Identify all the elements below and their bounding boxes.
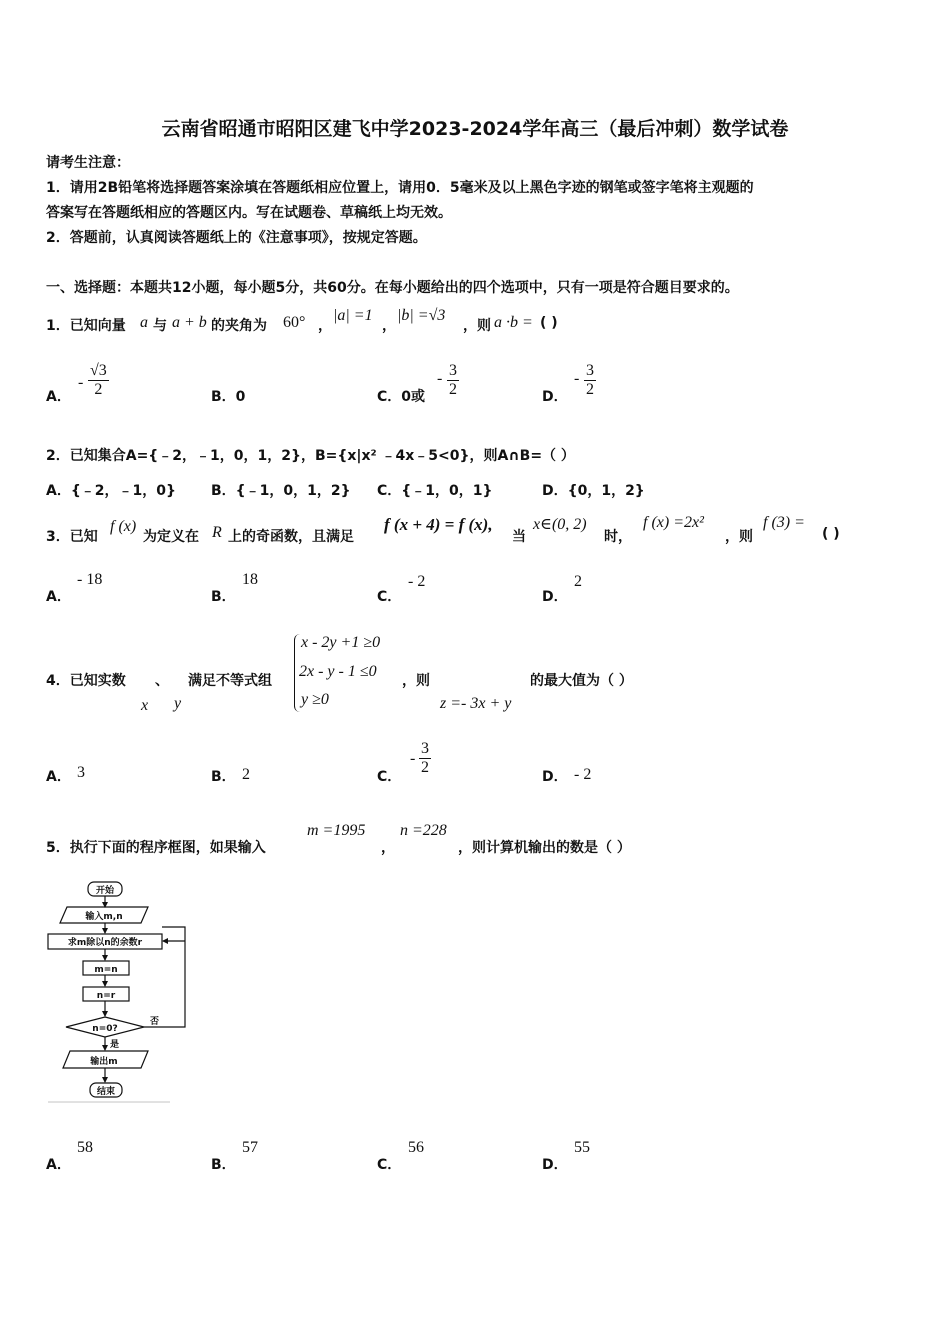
flow-start-label: 开始 (95, 886, 115, 896)
q5-option-b-value: 57 (242, 1139, 258, 1156)
q1-option-c-sign: - (437, 370, 443, 387)
q5-flowchart (40, 878, 200, 1108)
q2-stem: 2．已知集合A={﹣2，﹣1，0，1，2}，B={x|x² ﹣4x﹣5<0}，则A∩B=（ ） (46, 448, 575, 464)
page-title: 云南省昭通市昭阳区建飞中学2023-2024学年高三（最后冲刺）数学试卷 (161, 118, 789, 140)
q1-option-a-fraction (88, 362, 109, 399)
q3-option-d-value: 2 (574, 573, 582, 590)
q4-option-a-value: 3 (77, 764, 85, 781)
numerator: 3 (449, 362, 457, 379)
q4-option-a-label: A． (46, 769, 71, 785)
q3-option-d-label: D． (542, 589, 568, 605)
q1-text: 与 (153, 318, 167, 334)
section-heading: 一、选择题：本题共12小题，每小题5分，共60分。在每小题给出的四个选项中，只有一项是符合题目要求的。 (46, 280, 739, 296)
flow-remainder-label: 求m除以n的余数r (67, 938, 143, 948)
q5-option-d-label: D． (542, 1157, 568, 1173)
flow-yes-label: 是 (110, 1040, 120, 1050)
q4-text: 满足不等式组 (188, 673, 272, 689)
denominator: 2 (586, 381, 594, 398)
q3-option-b-value: 18 (242, 571, 258, 588)
q3-option-b-label: B． (211, 589, 236, 605)
q1-text: 的夹角为 (211, 318, 267, 334)
flow-assign-m-label: m=n (94, 965, 118, 975)
notice-line-2: 答案写在答题纸相应的答题区内。写在试题卷、草稿纸上均无效。 (46, 205, 452, 221)
flow-input-label: 输入m,n (85, 912, 123, 922)
q3-text: 当 (512, 529, 526, 545)
q4-option-c-sign: - (410, 750, 416, 767)
q1-option-c-fraction (447, 362, 459, 399)
q5-option-c-value: 56 (408, 1139, 424, 1156)
q4-var-y: y (174, 695, 182, 712)
q1-abs-a: |a| =1 (333, 307, 373, 324)
q1-option-b: B．0 (211, 389, 246, 405)
q1-text: ， (318, 318, 332, 334)
q1-vector-a: a (140, 314, 148, 331)
q1-vector-sum: a + b (172, 314, 207, 331)
q4-option-d-value: - 2 (574, 766, 592, 783)
notice-line-3: 2．答题前，认真阅读答题纸上的《注意事项》，按规定答题。 (46, 230, 427, 246)
q4-var-x: x (141, 697, 149, 714)
q4-text: 的最大值为（ ） (530, 673, 633, 689)
q1-option-d-fraction (584, 362, 596, 399)
flow-assign-n-label: n=r (96, 991, 116, 1001)
q3-domain: x∈(0, 2) (533, 516, 587, 533)
q5-option-c-label: C． (377, 1157, 402, 1173)
q1-option-d-label: D． (542, 389, 568, 405)
flow-output-label: 输出m (90, 1057, 118, 1067)
q4-inequality-1: x - 2y +1 ≥0 (301, 634, 381, 651)
q5-input-m: m =1995 (307, 822, 366, 839)
flow-condition-label: n=0? (92, 1024, 118, 1034)
q3-option-c-label: C． (377, 589, 402, 605)
q3-text: 时， (604, 529, 632, 545)
denominator: 2 (94, 381, 103, 398)
q4-option-b-label: B． (211, 769, 236, 785)
q3-text: 3．已知 (46, 529, 98, 545)
notice-heading: 请考生注意： (46, 155, 130, 171)
q5-option-a-value: 58 (77, 1139, 93, 1156)
q2-option-b: B．{﹣1，0，1，2} (211, 483, 351, 499)
q1-abs-b: |b| =√3 (397, 307, 446, 324)
q4-text: 、 (155, 673, 169, 689)
q2-option-a: A．{﹣2，﹣1，0} (46, 483, 176, 499)
q3-text: 为定义在 (143, 529, 199, 545)
q5-text: 5．执行下面的程序框图，如果输入 (46, 840, 266, 856)
q2-option-c: C．{﹣1，0，1} (377, 483, 493, 499)
q3-definition: f (x) =2x² (643, 514, 704, 531)
q1-dot-product: a ·b = (494, 314, 533, 331)
q5-option-a-label: A． (46, 1157, 71, 1173)
q3-f3: f (3) = (763, 514, 805, 531)
q1-text: ， (382, 318, 396, 334)
q1-angle: 60° (283, 314, 306, 331)
q5-option-d-value: 55 (574, 1139, 590, 1156)
q4-option-c-label: C． (377, 769, 402, 785)
q3-R: R (212, 524, 222, 541)
q1-blank: ( ) (540, 315, 558, 331)
flow-no-label: 否 (150, 1017, 160, 1027)
q3-text: ，则 (725, 529, 753, 545)
q4-inequality-2: 2x - y - 1 ≤0 (299, 663, 377, 680)
q1-option-a-sign: - (78, 374, 84, 391)
q3-equation: f (x + 4) = f (x), (384, 515, 493, 534)
q3-fx: f (x) (110, 518, 137, 535)
numerator: √3 (90, 362, 107, 379)
notice-line-1: 1．请用2B铅笔将选择题答案涂填在答题纸相应位置上，请用0．5毫米及以上黑色字迹的钢笔或签字笔将主观题的 (46, 180, 754, 196)
q3-option-a-value: - 18 (77, 571, 103, 588)
denominator: 2 (449, 381, 457, 398)
q3-option-c-value: - 2 (408, 573, 426, 590)
q3-blank: ( ) (822, 526, 840, 542)
q1-option-d-sign: - (574, 370, 580, 387)
numerator: 3 (421, 740, 429, 757)
flow-end-label: 结束 (96, 1087, 116, 1097)
denominator: 2 (421, 759, 429, 776)
q5-input-n: n =228 (400, 822, 447, 839)
q1-option-c-label: C．0或 (377, 389, 426, 405)
q4-inequality-3: y ≥0 (301, 691, 329, 708)
q5-text: ， (381, 840, 395, 856)
flow-loop-line (144, 927, 185, 1027)
q5-text: ，则计算机输出的数是（ ） (458, 840, 631, 856)
q3-text: 上的奇函数，且满足 (228, 529, 354, 545)
q1-text: ，则 (463, 318, 491, 334)
q1-option-a-label: A． (46, 389, 71, 405)
q4-objective: z =- 3x + y (440, 695, 512, 712)
q3-option-a-label: A． (46, 589, 71, 605)
q5-option-b-label: B． (211, 1157, 236, 1173)
q4-option-d-label: D． (542, 769, 568, 785)
q4-text: ，则 (402, 673, 430, 689)
numerator: 3 (586, 362, 594, 379)
q4-text: 4．已知实数 (46, 673, 126, 689)
q2-option-d: D．{0，1，2} (542, 483, 645, 499)
q4-option-b-value: 2 (242, 766, 250, 783)
q1-text: 1．已知向量 (46, 318, 126, 334)
q4-option-c-fraction (419, 740, 431, 777)
